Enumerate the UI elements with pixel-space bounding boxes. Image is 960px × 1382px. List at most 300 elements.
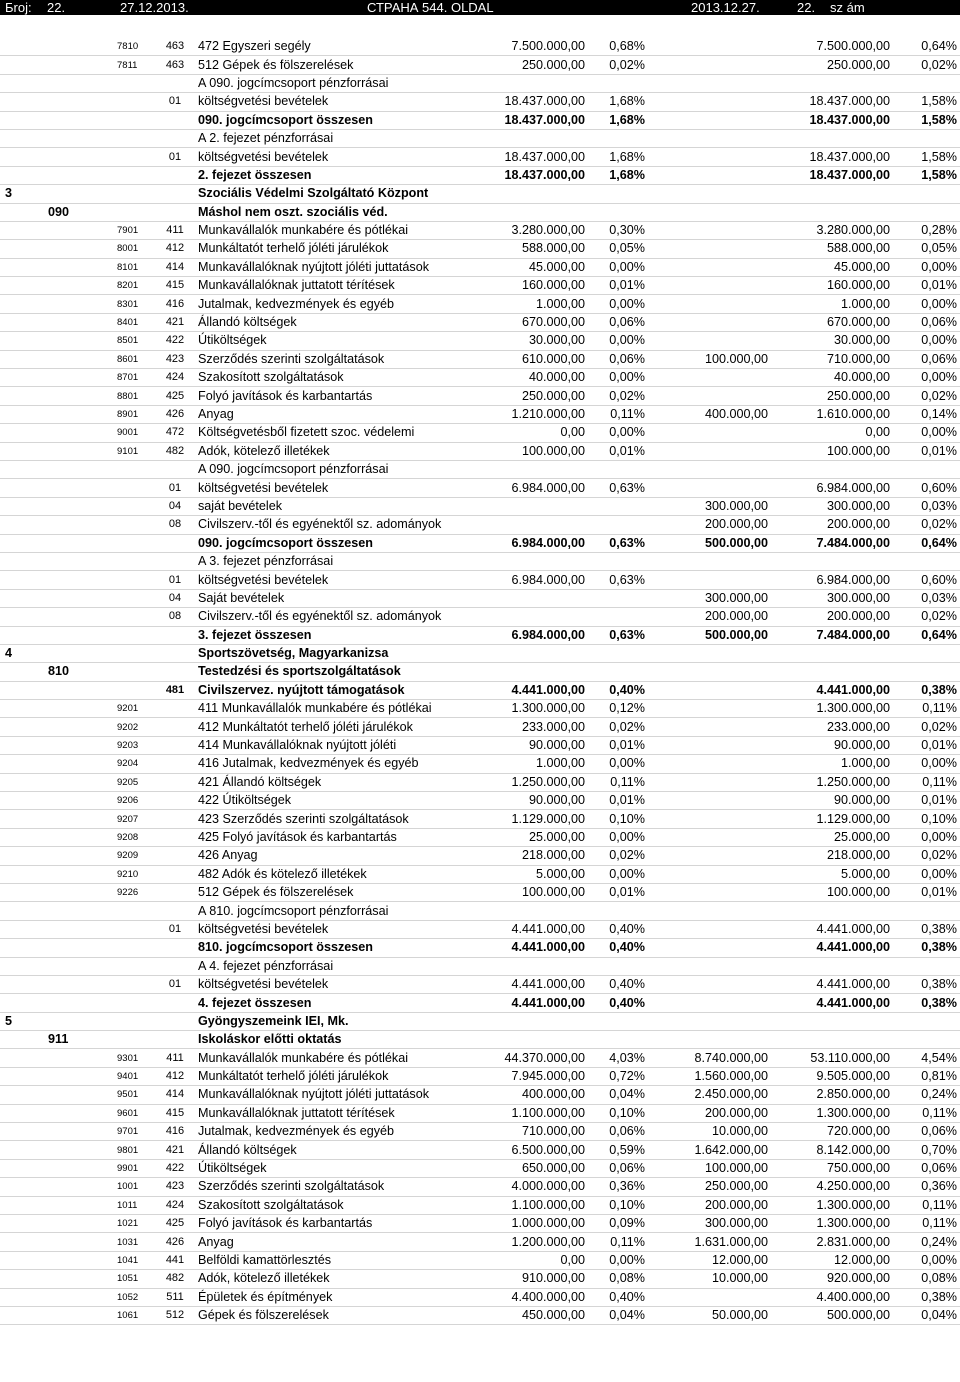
item-name: költségvetési bevételek: [195, 920, 495, 938]
chapter-code: [45, 681, 105, 699]
budget-percent: 0,00%: [585, 1251, 645, 1269]
item-name: Munkáltatót terhelő jóléti járulékok: [195, 240, 495, 258]
table-row: [0, 313, 960, 331]
section-number: [0, 111, 45, 129]
own-revenue-amount: [645, 700, 768, 718]
chapter-code: [45, 828, 105, 846]
table-row: [0, 111, 960, 129]
own-revenue-amount: [645, 221, 768, 239]
economic-code: 08: [155, 608, 195, 626]
item-name: 416 Jutalmak, kedvezmények és egyéb: [195, 755, 495, 773]
economic-code: [155, 700, 195, 718]
total-amount: 4.441.000,00: [768, 681, 890, 699]
economic-code: [155, 773, 195, 791]
own-revenue-amount: 200.000,00: [645, 516, 768, 534]
economic-code: [155, 111, 195, 129]
section-number: [0, 571, 45, 589]
economic-code: 411: [155, 221, 195, 239]
budget-amount: 1.000,00: [495, 755, 585, 773]
economic-code: 424: [155, 1196, 195, 1214]
section-number: [0, 792, 45, 810]
item-name: Szociális Védelmi Szolgáltató Központ: [195, 185, 495, 203]
position-number: 1061: [105, 1306, 155, 1324]
chapter-code: [45, 129, 105, 147]
budget-amount: 90.000,00: [495, 792, 585, 810]
total-percent: 0,01%: [890, 883, 960, 901]
total-amount: 7.484.000,00: [768, 534, 890, 552]
table-row: [0, 442, 960, 460]
total-percent: 0,06%: [890, 1159, 960, 1177]
section-number: [0, 847, 45, 865]
total-percent: 0,14%: [890, 405, 960, 423]
item-name: Állandó költségek: [195, 313, 495, 331]
item-name: 4. fejezet összesen: [195, 994, 495, 1012]
budget-percent: 0,00%: [585, 332, 645, 350]
budget-amount: 610.000,00: [495, 350, 585, 368]
budget-percent: 4,03%: [585, 1049, 645, 1067]
total-amount: 1.610.000,00: [768, 405, 890, 423]
budget-percent: 0,02%: [585, 847, 645, 865]
total-amount: 3.280.000,00: [768, 221, 890, 239]
section-number: [0, 148, 45, 166]
total-percent: 0,38%: [890, 681, 960, 699]
position-number: 9210: [105, 865, 155, 883]
position-number: [105, 589, 155, 607]
chapter-code: [45, 810, 105, 828]
budget-amount: 100.000,00: [495, 442, 585, 460]
total-amount: [768, 1012, 890, 1030]
table-row: [0, 369, 960, 387]
total-amount: 1.129.000,00: [768, 810, 890, 828]
position-number: [105, 93, 155, 111]
total-amount: 5.000,00: [768, 865, 890, 883]
item-name: 2. fejezet összesen: [195, 166, 495, 184]
section-number: [0, 1233, 45, 1251]
position-number: 9207: [105, 810, 155, 828]
total-amount: [768, 74, 890, 92]
item-name: Munkavállalóknak nyújtott jóléti juttatások: [195, 258, 495, 276]
section-number: [0, 479, 45, 497]
table-row: [0, 74, 960, 92]
economic-code: 415: [155, 1104, 195, 1122]
item-name: Munkavállalóknak juttatott térítések: [195, 277, 495, 295]
chapter-code: 911: [45, 1031, 105, 1049]
section-number: [0, 1178, 45, 1196]
own-revenue-amount: [645, 93, 768, 111]
total-amount: 9.505.000,00: [768, 1067, 890, 1085]
position-number: [105, 479, 155, 497]
chapter-code: [45, 313, 105, 331]
own-revenue-amount: 8.740.000,00: [645, 1049, 768, 1067]
table-row: [0, 221, 960, 239]
total-amount: [768, 644, 890, 662]
total-amount: 160.000,00: [768, 277, 890, 295]
table-row: [0, 847, 960, 865]
economic-code: 463: [155, 38, 195, 56]
budget-amount: 6.984.000,00: [495, 626, 585, 644]
table-row: [0, 1251, 960, 1269]
total-amount: 100.000,00: [768, 883, 890, 901]
position-number: 9401: [105, 1067, 155, 1085]
chapter-code: [45, 1012, 105, 1030]
total-percent: 0,64%: [890, 534, 960, 552]
position-number: 9001: [105, 424, 155, 442]
section-number: [0, 350, 45, 368]
total-percent: 0,00%: [890, 258, 960, 276]
item-name: költségvetési bevételek: [195, 479, 495, 497]
total-percent: [890, 552, 960, 570]
table-row: [0, 534, 960, 552]
item-name: 482 Adók és kötelező illetékek: [195, 865, 495, 883]
own-revenue-amount: [645, 111, 768, 129]
total-percent: [890, 74, 960, 92]
item-name: 512 Gépek és fölszerelések: [195, 883, 495, 901]
table-row: [0, 994, 960, 1012]
budget-amount: 0,00: [495, 424, 585, 442]
item-name: Útiköltségek: [195, 332, 495, 350]
chapter-code: [45, 277, 105, 295]
budget-amount: 18.437.000,00: [495, 111, 585, 129]
own-revenue-amount: 250.000,00: [645, 1178, 768, 1196]
total-amount: 750.000,00: [768, 1159, 890, 1177]
item-name: 425 Folyó javítások és karbantartás: [195, 828, 495, 846]
section-number: [0, 755, 45, 773]
total-amount: 218.000,00: [768, 847, 890, 865]
item-name: Sportszövetség, Magyarkanizsa: [195, 644, 495, 662]
item-name: Munkavállalóknak juttatott térítések: [195, 1104, 495, 1122]
budget-percent: [585, 185, 645, 203]
total-percent: 0,38%: [890, 994, 960, 1012]
table-row: [0, 755, 960, 773]
total-amount: 45.000,00: [768, 258, 890, 276]
section-number: [0, 1159, 45, 1177]
budget-amount: 160.000,00: [495, 277, 585, 295]
own-revenue-amount: [645, 295, 768, 313]
total-amount: 200.000,00: [768, 608, 890, 626]
item-name: 423 Szerződés szerinti szolgáltatások: [195, 810, 495, 828]
position-number: 9101: [105, 442, 155, 460]
table-row: [0, 571, 960, 589]
economic-code: [155, 736, 195, 754]
position-number: 9301: [105, 1049, 155, 1067]
economic-code: 04: [155, 589, 195, 607]
budget-percent: 0,11%: [585, 773, 645, 791]
economic-code: 426: [155, 1233, 195, 1251]
table-row: [0, 681, 960, 699]
table-row: [0, 1233, 960, 1251]
total-percent: 0,03%: [890, 589, 960, 607]
total-amount: 4.250.000,00: [768, 1178, 890, 1196]
budget-amount: 6.984.000,00: [495, 571, 585, 589]
section-number: [0, 1104, 45, 1122]
budget-percent: 1,68%: [585, 111, 645, 129]
chapter-code: [45, 387, 105, 405]
table-row: [0, 920, 960, 938]
budget-percent: 0,00%: [585, 424, 645, 442]
economic-code: 482: [155, 1270, 195, 1288]
budget-amount: 90.000,00: [495, 736, 585, 754]
total-percent: 0,02%: [890, 516, 960, 534]
chapter-code: [45, 1306, 105, 1324]
position-number: 9226: [105, 883, 155, 901]
budget-percent: 1,68%: [585, 166, 645, 184]
position-number: 9203: [105, 736, 155, 754]
total-percent: 0,02%: [890, 847, 960, 865]
table-row: [0, 1031, 960, 1049]
budget-percent: 0,30%: [585, 221, 645, 239]
total-percent: 0,01%: [890, 736, 960, 754]
own-revenue-amount: [645, 258, 768, 276]
economic-code: [155, 626, 195, 644]
total-amount: 710.000,00: [768, 350, 890, 368]
budget-percent: [585, 74, 645, 92]
economic-code: [155, 166, 195, 184]
total-percent: 0,64%: [890, 626, 960, 644]
item-name: Folyó javítások és karbantartás: [195, 1215, 495, 1233]
chapter-code: [45, 534, 105, 552]
chapter-code: [45, 442, 105, 460]
budget-amount: 25.000,00: [495, 828, 585, 846]
chapter-code: [45, 1159, 105, 1177]
budget-percent: 0,05%: [585, 240, 645, 258]
budget-amount: 588.000,00: [495, 240, 585, 258]
position-number: 8401: [105, 313, 155, 331]
budget-percent: 0,01%: [585, 792, 645, 810]
table-row: [0, 1086, 960, 1104]
position-number: 7901: [105, 221, 155, 239]
budget-amount: 250.000,00: [495, 387, 585, 405]
economic-code: 482: [155, 442, 195, 460]
section-number: [0, 939, 45, 957]
item-name: Anyag: [195, 1233, 495, 1251]
economic-code: [155, 644, 195, 662]
total-percent: [890, 644, 960, 662]
item-name: Civilszerv.-től és egyénektől sz. adományok: [195, 608, 495, 626]
section-number: [0, 1215, 45, 1233]
chapter-code: [45, 626, 105, 644]
budget-percent: [585, 589, 645, 607]
own-revenue-amount: [645, 332, 768, 350]
total-amount: 1.000,00: [768, 295, 890, 313]
total-amount: 1.300.000,00: [768, 1196, 890, 1214]
own-revenue-amount: [645, 240, 768, 258]
budget-table-body: [0, 38, 960, 1325]
total-percent: [890, 902, 960, 920]
budget-amount: 650.000,00: [495, 1159, 585, 1177]
position-number: [105, 534, 155, 552]
item-name: Szerződés szerinti szolgáltatások: [195, 1178, 495, 1196]
economic-code: 422: [155, 1159, 195, 1177]
budget-percent: 0,00%: [585, 865, 645, 883]
section-number: [0, 1067, 45, 1085]
header-issue: 22.: [47, 0, 66, 15]
total-percent: 0,28%: [890, 221, 960, 239]
economic-code: [155, 129, 195, 147]
table-row: [0, 663, 960, 681]
budget-percent: 0,01%: [585, 442, 645, 460]
total-amount: 920.000,00: [768, 1270, 890, 1288]
total-percent: 0,24%: [890, 1086, 960, 1104]
economic-code: 421: [155, 1141, 195, 1159]
total-percent: 0,02%: [890, 608, 960, 626]
budget-amount: [495, 957, 585, 975]
economic-code: 01: [155, 571, 195, 589]
chapter-code: [45, 1141, 105, 1159]
section-number: [0, 295, 45, 313]
budget-amount: [495, 203, 585, 221]
table-row: [0, 295, 960, 313]
budget-amount: 7.945.000,00: [495, 1067, 585, 1085]
budget-percent: [585, 1012, 645, 1030]
budget-percent: 0,01%: [585, 277, 645, 295]
total-amount: 6.984.000,00: [768, 571, 890, 589]
budget-amount: 1.000,00: [495, 295, 585, 313]
own-revenue-amount: [645, 185, 768, 203]
total-amount: 18.437.000,00: [768, 166, 890, 184]
table-row: [0, 405, 960, 423]
section-number: [0, 1123, 45, 1141]
economic-code: [155, 865, 195, 883]
total-percent: 0,02%: [890, 56, 960, 74]
total-percent: 0,11%: [890, 1196, 960, 1214]
chapter-code: [45, 350, 105, 368]
chapter-code: [45, 460, 105, 478]
own-revenue-amount: 500.000,00: [645, 534, 768, 552]
budget-percent: 0,01%: [585, 883, 645, 901]
economic-code: [155, 828, 195, 846]
budget-percent: 0,10%: [585, 1196, 645, 1214]
chapter-code: [45, 718, 105, 736]
budget-percent: 0,09%: [585, 1215, 645, 1233]
table-row: [0, 387, 960, 405]
economic-code: 01: [155, 93, 195, 111]
economic-code: [155, 1012, 195, 1030]
table-row: [0, 93, 960, 111]
chapter-code: [45, 111, 105, 129]
total-amount: 1.000,00: [768, 755, 890, 773]
economic-code: [155, 185, 195, 203]
total-percent: 0,01%: [890, 792, 960, 810]
total-percent: 0,00%: [890, 1251, 960, 1269]
chapter-code: [45, 755, 105, 773]
chapter-code: [45, 939, 105, 957]
total-amount: [768, 957, 890, 975]
own-revenue-amount: [645, 166, 768, 184]
total-percent: 0,60%: [890, 479, 960, 497]
total-amount: 7.484.000,00: [768, 626, 890, 644]
total-percent: 0,06%: [890, 350, 960, 368]
total-amount: 100.000,00: [768, 442, 890, 460]
total-amount: [768, 902, 890, 920]
own-revenue-amount: 100.000,00: [645, 1159, 768, 1177]
budget-amount: 710.000,00: [495, 1123, 585, 1141]
section-number: [0, 240, 45, 258]
chapter-code: [45, 166, 105, 184]
economic-code: 415: [155, 277, 195, 295]
item-name: 411 Munkavállalók munkabére és pótlékai: [195, 700, 495, 718]
item-name: Civilszerv.-től és egyénektől sz. adományok: [195, 516, 495, 534]
section-number: 3: [0, 185, 45, 203]
own-revenue-amount: [645, 1012, 768, 1030]
economic-code: 412: [155, 1067, 195, 1085]
own-revenue-amount: [645, 387, 768, 405]
budget-amount: 250.000,00: [495, 56, 585, 74]
table-row: [0, 957, 960, 975]
total-amount: 90.000,00: [768, 736, 890, 754]
own-revenue-amount: [645, 975, 768, 993]
header-date: 27.12.2013.: [120, 0, 189, 15]
budget-amount: [495, 516, 585, 534]
own-revenue-amount: [645, 847, 768, 865]
own-revenue-amount: [645, 939, 768, 957]
section-number: [0, 460, 45, 478]
table-row: [0, 1159, 960, 1177]
economic-code: 416: [155, 1123, 195, 1141]
total-amount: 1.300.000,00: [768, 700, 890, 718]
total-amount: 6.984.000,00: [768, 479, 890, 497]
item-name: költségvetési bevételek: [195, 93, 495, 111]
chapter-code: [45, 38, 105, 56]
budget-amount: 1.100.000,00: [495, 1104, 585, 1122]
own-revenue-amount: 300.000,00: [645, 1215, 768, 1233]
budget-percent: 0,00%: [585, 828, 645, 846]
section-number: [0, 1270, 45, 1288]
table-row: [0, 1215, 960, 1233]
position-number: 8801: [105, 387, 155, 405]
table-row: [0, 460, 960, 478]
total-amount: 12.000,00: [768, 1251, 890, 1269]
chapter-code: [45, 405, 105, 423]
chapter-code: [45, 773, 105, 791]
position-number: [105, 497, 155, 515]
budget-percent: 0,63%: [585, 534, 645, 552]
own-revenue-amount: [645, 203, 768, 221]
budget-amount: 233.000,00: [495, 718, 585, 736]
own-revenue-amount: [645, 313, 768, 331]
table-row: [0, 718, 960, 736]
economic-code: 416: [155, 295, 195, 313]
total-amount: 53.110.000,00: [768, 1049, 890, 1067]
budget-amount: 6.984.000,00: [495, 479, 585, 497]
total-amount: 0,00: [768, 424, 890, 442]
budget-amount: [495, 644, 585, 662]
total-percent: 0,60%: [890, 571, 960, 589]
item-name: Állandó költségek: [195, 1141, 495, 1159]
budget-amount: 3.280.000,00: [495, 221, 585, 239]
section-number: [0, 902, 45, 920]
section-number: [0, 700, 45, 718]
item-name: 090. jogcímcsoport összesen: [195, 534, 495, 552]
page-header-bar: [0, 0, 960, 15]
own-revenue-amount: [645, 920, 768, 938]
economic-code: 01: [155, 479, 195, 497]
section-number: [0, 865, 45, 883]
total-percent: 0,01%: [890, 442, 960, 460]
position-number: [105, 516, 155, 534]
item-name: 421 Állandó költségek: [195, 773, 495, 791]
budget-amount: 1.129.000,00: [495, 810, 585, 828]
total-amount: 1.300.000,00: [768, 1104, 890, 1122]
economic-code: [155, 718, 195, 736]
item-name: Épületek és építmények: [195, 1288, 495, 1306]
table-row: [0, 332, 960, 350]
total-percent: [890, 1031, 960, 1049]
table-row: [0, 1141, 960, 1159]
budget-percent: 0,68%: [585, 38, 645, 56]
budget-amount: 6.984.000,00: [495, 534, 585, 552]
budget-percent: [585, 460, 645, 478]
chapter-code: [45, 516, 105, 534]
